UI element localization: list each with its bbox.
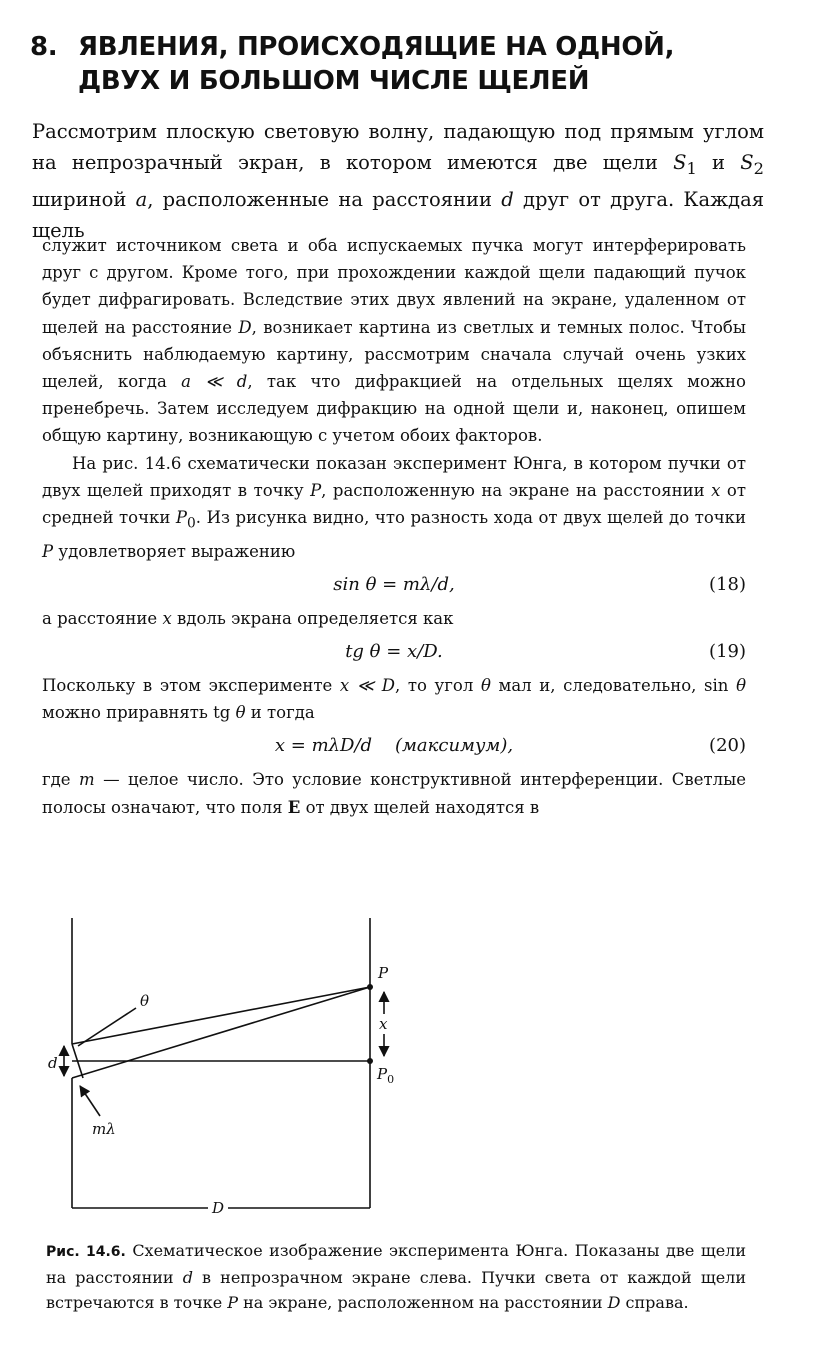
point-P0: [367, 1058, 373, 1064]
text-run: a ≪ d: [181, 372, 248, 392]
text-run: θ: [736, 675, 746, 695]
label-x: x: [379, 1015, 388, 1033]
caption-text: [46, 1241, 746, 1312]
paragraph-2: [42, 450, 746, 565]
paragraph-5: [42, 766, 746, 820]
text-run: , расположенные на расстоянии: [147, 187, 502, 211]
paragraph-3: [42, 605, 746, 632]
text-run: x: [162, 608, 172, 628]
text-run: можно приравнять tg: [42, 703, 236, 723]
body-text: [42, 232, 746, 821]
figure-caption: [46, 1238, 746, 1315]
text-run: справа.: [620, 1293, 689, 1312]
text-run: удовлетворяет выражению: [53, 541, 296, 561]
label-theta: θ: [140, 992, 150, 1010]
text-run: 2: [753, 158, 764, 178]
equation-19-formula: tg θ = x/D.: [345, 640, 443, 662]
text-run: P: [42, 541, 54, 561]
point-P: [367, 984, 373, 990]
text-run: m: [79, 770, 95, 790]
text-run: шириной: [32, 187, 136, 211]
equation-18-formula: sin θ = mλ/d,: [333, 573, 455, 595]
ray-lower: [72, 987, 370, 1078]
text-run: На рис. 14.6 схематически показан эксперимент Юнга, в котором пучки от двух щелей приходят в точку: [42, 453, 746, 500]
section-title-line-2: ДВУХ И БОЛЬШОМ ЧИСЛЕ ЩЕЛЕЙ: [78, 66, 590, 96]
label-m-lambda: mλ: [92, 1120, 116, 1138]
section-title-line-1: ЯВЛЕНИЯ, ПРОИСХОДЯЩИЕ НА ОДНОЙ,: [78, 32, 675, 62]
section-heading: [30, 30, 790, 98]
text-run: d: [501, 187, 514, 211]
theta-pointer: [78, 1008, 136, 1046]
equation-19: [42, 632, 746, 672]
young-experiment-figure: [40, 906, 760, 1226]
label-D: D: [212, 1199, 225, 1217]
text-run: Поскольку в этом эксперименте: [42, 675, 340, 695]
label-P0: [376, 1065, 394, 1086]
text-run: 0: [187, 515, 196, 532]
ray-upper: [72, 987, 370, 1044]
text-run: x ≪ D: [339, 675, 395, 695]
text-run: S: [740, 151, 754, 174]
text-run: , возникает картина из светлых и темных полос. Чтобы объяснить наблюдаемую картину, рассмотрим сначала случай очень узких щелей, когда: [42, 317, 746, 392]
text-run: Рассмотрим плоскую световую волну, падающую под прямым углом на непрозрачный экран, в котором имеются две щели: [32, 120, 764, 174]
text-run: мал и, следовательно, sin: [490, 675, 737, 695]
lead-paragraph: [32, 116, 764, 246]
text-run: и тогда: [245, 703, 315, 723]
text-run: — целое число. Это условие конструктивной интерференции. Светлые полосы означают, что поля: [42, 770, 746, 817]
equation-18: [42, 565, 746, 605]
text-run: а расстояние: [42, 608, 163, 628]
label-d: d: [48, 1054, 58, 1072]
text-run: P: [175, 508, 188, 528]
text-run: в непрозрачном экране слева. Пучки света от каждой щели встречаются в точке: [46, 1268, 746, 1312]
mlambda-pointer: [80, 1086, 100, 1116]
text-run: θ: [235, 703, 246, 723]
text-run: D: [607, 1293, 621, 1312]
text-run: . Из рисунка видно, что разность хода от двух щелей до точки: [195, 508, 746, 528]
text-run: d: [182, 1268, 193, 1287]
text-run: θ: [480, 675, 491, 695]
text-run: D: [238, 317, 252, 337]
text-run: служит источником света и оба испускаемых пучка могут интерферировать друг с другом. Кроме того, при прохождении каждой щели падающий пучок будет дифрагировать. Вследствие этих двух явлений на экране, удаленном от щелей на расстояние: [42, 236, 746, 337]
text-run: , то угол: [394, 675, 481, 695]
label-P0-sub: 0: [387, 1073, 395, 1086]
paragraph-1: [42, 232, 746, 450]
caption-label: Рис. 14.6.: [46, 1244, 126, 1260]
text-run: P: [227, 1293, 239, 1312]
text-run: где: [42, 770, 79, 790]
text-run: друг от друга. Каждая щель: [32, 187, 764, 242]
label-P0-main: P: [377, 1065, 388, 1083]
equation-20-formula: x = mλD/d (максимум),: [274, 735, 514, 757]
text-run: S: [673, 151, 687, 174]
text-run: P: [310, 480, 322, 500]
text-run: , расположенную на экране на расстоянии: [321, 480, 712, 500]
equation-20: [42, 726, 746, 766]
text-run: x: [711, 480, 721, 500]
text-run: от двух щелей находятся в: [300, 797, 540, 817]
text-run: Схематическое изображение эксперимента Юнга. Показаны две щели на расстоянии: [46, 1241, 746, 1287]
equation-19-number: (19): [709, 640, 746, 662]
text-run: вдоль экрана определяется как: [171, 608, 454, 628]
text-run: 1: [686, 158, 697, 178]
text-run: и: [696, 151, 741, 174]
text-run: на экране, расположенном на расстоянии: [238, 1293, 608, 1312]
paragraph-4: [42, 672, 746, 726]
section-number: 8.: [30, 32, 58, 62]
equation-18-number: (18): [709, 573, 746, 595]
text-run: E: [287, 797, 301, 817]
text-run: от средней точки: [42, 480, 746, 528]
text-run: , так что дифракцией на отдельных щелях можно пренебречь. Затем исследуем дифракцию на одной щели и, наконец, опишем общую картину, возникающую с учетом обоих факторов.: [42, 372, 746, 446]
text-run: a: [135, 187, 148, 211]
equation-20-number: (20): [709, 735, 746, 757]
label-P: P: [378, 964, 389, 982]
